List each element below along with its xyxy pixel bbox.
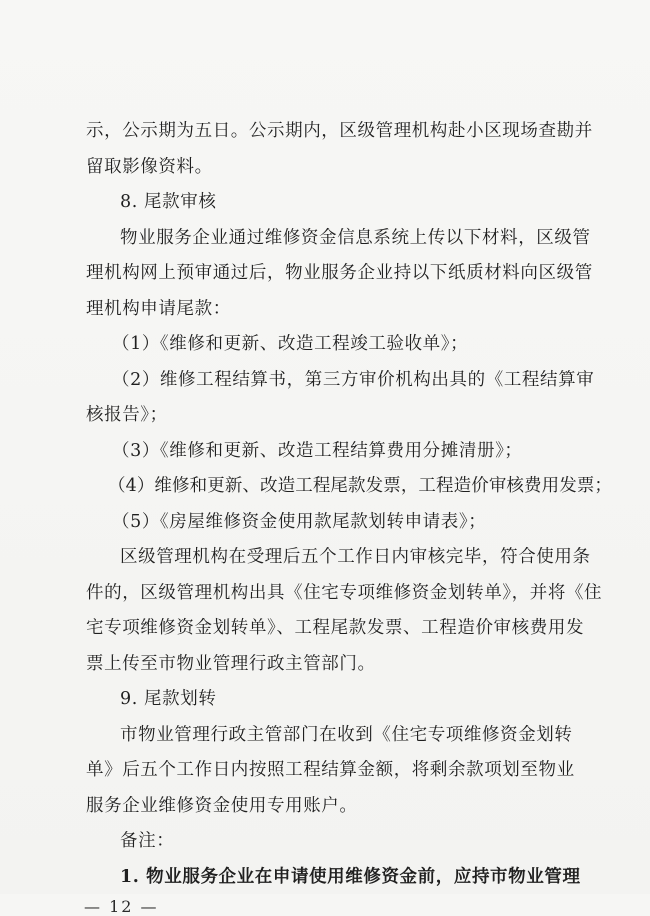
- text-line-4: 物业服务企业通过维修资金信息系统上传以下材料，区级管: [120, 228, 591, 248]
- list-item-2: （2）维修工程结算书，第三方审价机构出具的《工程结算审: [112, 370, 595, 390]
- section-heading-9: 9. 尾款划转: [120, 689, 217, 709]
- list-item-1: （1）《维修和更新、改造工程竣工验收单》；: [112, 334, 469, 354]
- text-line-16: 票上传至市物业管理行政主管部门。: [86, 654, 376, 674]
- list-item-5: （5）《房屋维修资金使用款尾款划转申请表》；: [112, 512, 487, 532]
- text-line-1: 示，公示期为五日。公示期内，区级管理机构赴小区现场查勘并: [86, 121, 593, 141]
- list-item-2-cont: 核报告》；: [86, 405, 168, 425]
- text-line-13: 区级管理机构在受理后五个工作日内审核完毕，符合使用条: [120, 547, 591, 567]
- text-line-18: 市物业管理行政主管部门在收到《住宅专项维修资金划转: [120, 725, 573, 745]
- text-line-5: 理机构网上预审通过后，物业服务企业持以下纸质材料向区级管: [86, 263, 593, 283]
- remark-heading: 备注：: [120, 831, 175, 851]
- text-line-14: 件的，区级管理机构出具《住宅专项维修资金划转单》，并将《住: [86, 583, 603, 603]
- text-line-6: 理机构申请尾款：: [86, 299, 231, 319]
- page-number: — 12 —: [84, 897, 159, 916]
- text-line-15: 宅专项维修资金划转单》、工程尾款发票、工程造价审核费用发: [86, 618, 585, 638]
- remark-item-1: 1. 物业服务企业在申请使用维修资金前，应持市物业管理: [120, 867, 581, 887]
- text-line-2: 留取影像资料。: [86, 157, 213, 177]
- text-line-20: 服务企业维修资金使用专用账户。: [86, 796, 358, 816]
- list-item-3: （3）《维修和更新、改造工程结算费用分摊清册》；: [112, 441, 523, 461]
- section-heading-8: 8. 尾款审核: [120, 192, 217, 212]
- list-item-4: （4）维修和更新、改造工程尾款发票，工程造价审核费用发票；: [108, 476, 613, 496]
- text-line-19: 单》后五个工作日内按照工程结算金额，将剩余款项划至物业: [86, 760, 575, 780]
